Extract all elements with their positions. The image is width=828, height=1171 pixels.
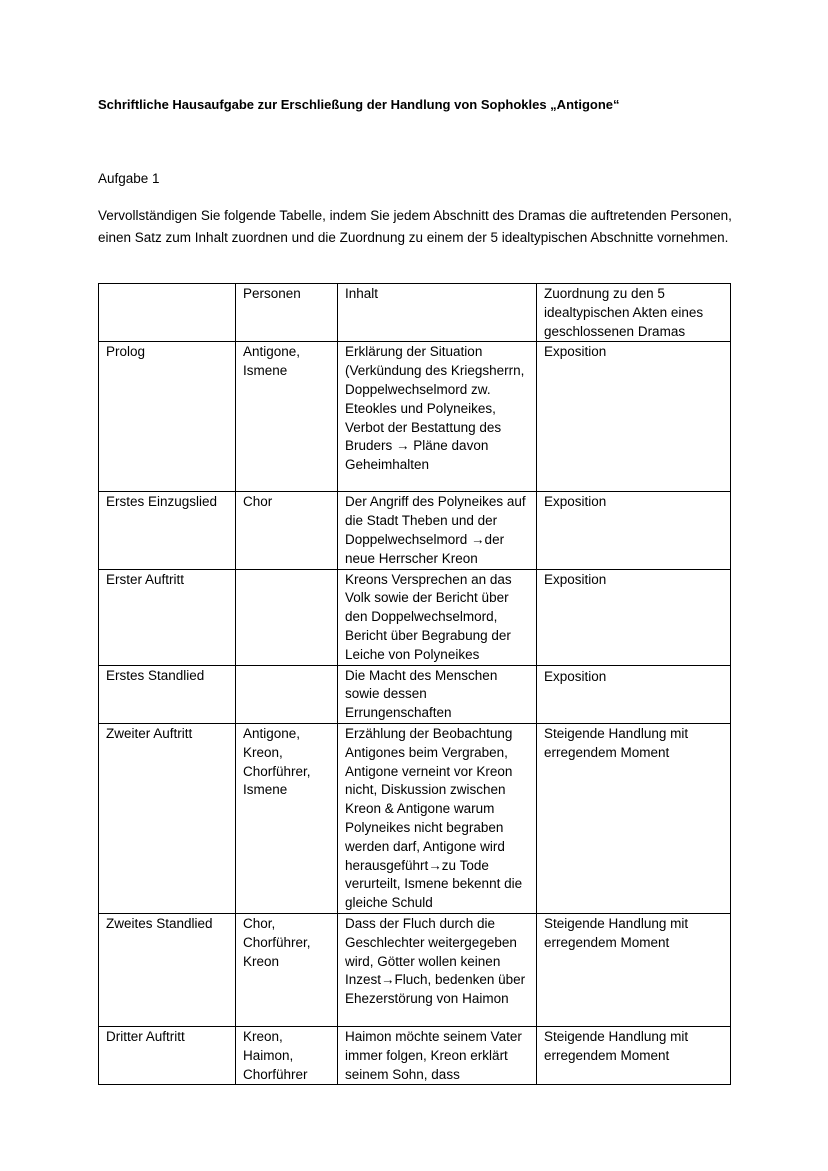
table-header-row: [99, 284, 731, 342]
section-cell: Dritter Auftritt: [99, 1026, 236, 1084]
persons-cell: Chor, Chorführer, Kreon: [236, 913, 338, 1026]
section-cell: Zweites Standlied: [99, 913, 236, 1026]
assignment-cell: Exposition: [537, 342, 731, 492]
assignment-cell: Steigende Handlung mit erregendem Moment: [537, 1026, 731, 1084]
task-heading: Aufgabe 1: [98, 171, 160, 186]
header-cell-assignment: Zuordnung zu den 5 idealtypischen Akten eines geschlossenen Dramas: [537, 284, 731, 342]
drama-structure-table: [98, 283, 731, 1085]
persons-cell: Antigone, Ismene: [236, 342, 338, 492]
persons-cell: Chor: [236, 492, 338, 569]
table-row: [99, 723, 731, 913]
task-instructions: Vervollständigen Sie folgende Tabelle, indem Sie jedem Abschnitt des Dramas die auftretenden Personen, einen Satz zum Inhalt zuordnen und die Zuordnung zu einem der 5 idealtypischen Abschnitte vornehmen.: [98, 208, 732, 245]
persons-cell: [236, 665, 338, 723]
header-cell-persons: Personen: [236, 284, 338, 342]
assignment-cell: Exposition: [537, 569, 731, 665]
content-cell: Kreons Versprechen an das Volk sowie der Bericht über den Doppelwechselmord, Bericht über Begrabung der Leiche von Polyneikes: [338, 569, 537, 665]
header-cell-section: [99, 284, 236, 342]
assignment-cell: Exposition: [537, 665, 731, 723]
document-title: Schriftliche Hausaufgabe zur Erschließung der Handlung von Sophokles „Antigone“: [98, 97, 620, 112]
section-cell: Zweiter Auftritt: [99, 723, 236, 913]
content-cell: Haimon möchte seinem Vater immer folgen, Kreon erklärt seinem Sohn, dass: [338, 1026, 537, 1084]
persons-cell: Antigone, Kreon, Chorführer, Ismene: [236, 723, 338, 913]
section-cell: Erster Auftritt: [99, 569, 236, 665]
section-cell: Prolog: [99, 342, 236, 492]
content-cell: Die Macht des Menschen sowie dessen Errungenschaften: [338, 665, 537, 723]
content-cell: Dass der Fluch durch die Geschlechter weitergegeben wird, Götter wollen keinen Inzest→Fluch, bedenken über Ehezerstörung von Haimon: [338, 913, 537, 1026]
section-cell: Erstes Standlied: [99, 665, 236, 723]
content-cell: Der Angriff des Polyneikes auf die Stadt Theben und der Doppelwechselmord →der neue Herrscher Kreon: [338, 492, 537, 569]
table-row: [99, 492, 731, 569]
persons-cell: Kreon, Haimon, Chorführer: [236, 1026, 338, 1084]
header-cell-content: Inhalt: [338, 284, 537, 342]
section-cell: Erstes Einzugslied: [99, 492, 236, 569]
assignment-cell: Steigende Handlung mit erregendem Moment: [537, 723, 731, 913]
table-row: [99, 913, 731, 1026]
table-row: [99, 569, 731, 665]
table-row: [99, 342, 731, 492]
content-cell: Erzählung der Beobachtung Antigones beim Vergraben, Antigone verneint vor Kreon nicht, Diskussion zwischen Kreon & Antigone warum Polyneikes nicht begraben werden darf, Antigone wird herausgeführt→zu Tode verurteilt, Ismene bekennt die gleiche Schuld: [338, 723, 537, 913]
assignment-cell: Steigende Handlung mit erregendem Moment: [537, 913, 731, 1026]
assignment-cell: Exposition: [537, 492, 731, 569]
content-cell: Erklärung der Situation (Verkündung des Kriegsherrn, Doppelwechselmord zw. Eteokles und Polyneikes, Verbot der Bestattung des Bruders → Pläne davon Geheimhalten: [338, 342, 537, 492]
table-row: [99, 1026, 731, 1084]
persons-cell: [236, 569, 338, 665]
table-row: [99, 665, 731, 723]
